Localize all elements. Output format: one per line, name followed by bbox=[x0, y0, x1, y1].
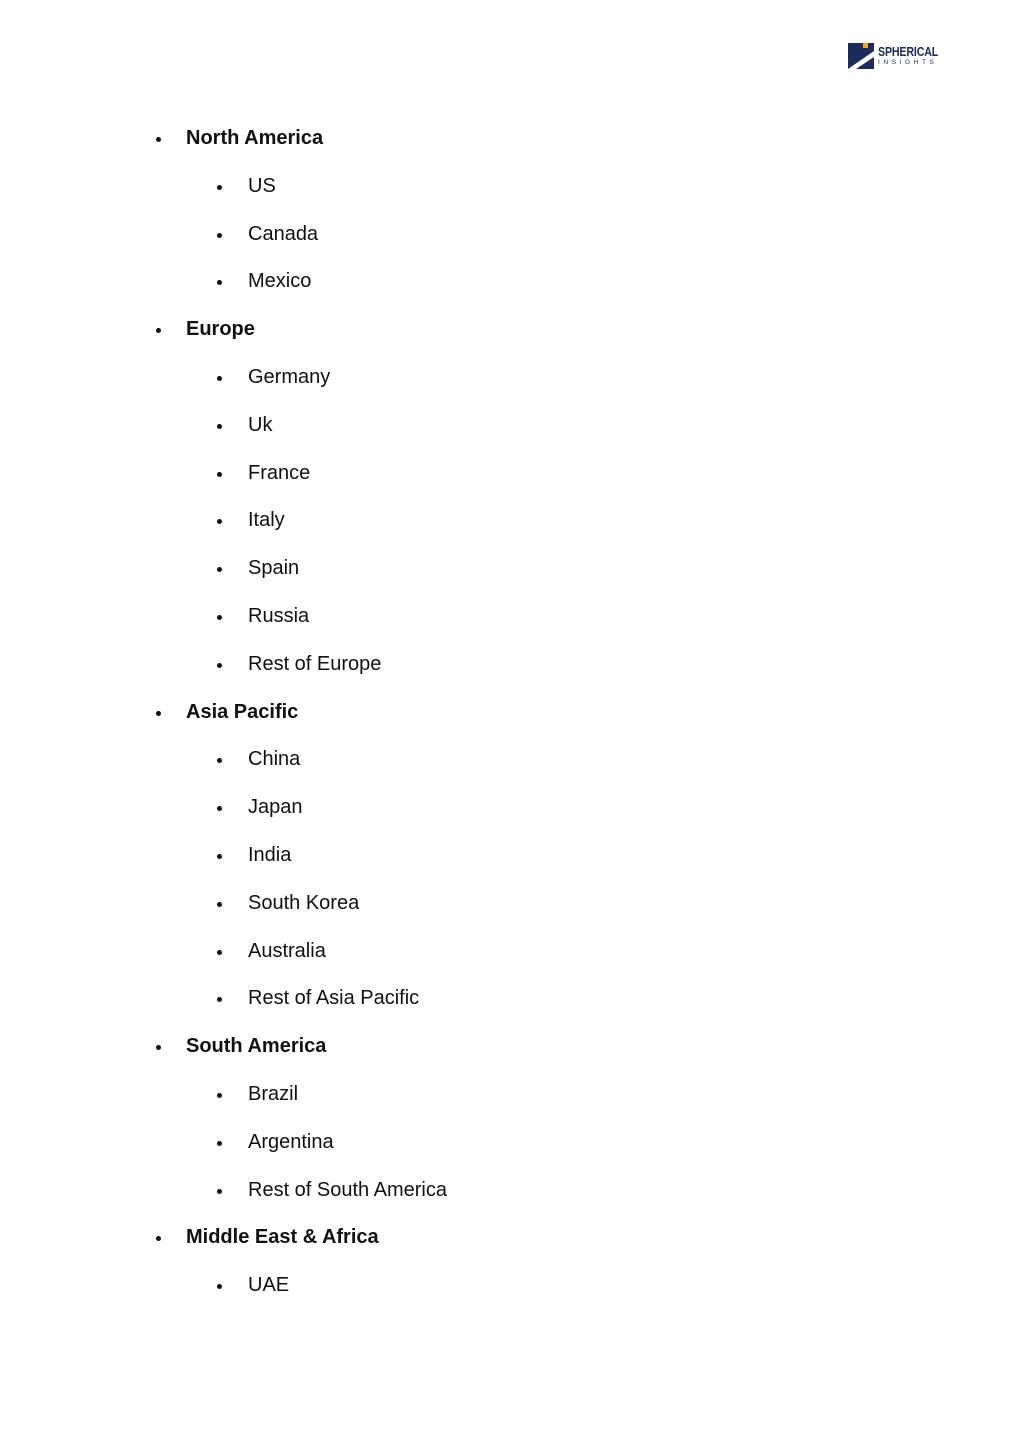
bullet-icon bbox=[217, 185, 222, 190]
region-item bbox=[0, 1214, 1023, 1310]
country-label: Uk bbox=[248, 413, 273, 436]
bullet-icon bbox=[217, 519, 222, 524]
bullet-icon bbox=[217, 902, 222, 907]
country-label: US bbox=[248, 174, 276, 197]
logo-subtitle: INSIGHTS bbox=[878, 59, 938, 67]
list-item bbox=[0, 258, 1023, 306]
country-label: Rest of Europe bbox=[248, 652, 382, 675]
region-item bbox=[0, 1023, 1023, 1214]
bullet-icon bbox=[217, 758, 222, 763]
country-label: Germany bbox=[248, 365, 331, 388]
bullet-icon bbox=[217, 1284, 222, 1289]
list-item bbox=[0, 641, 1023, 689]
list-item bbox=[0, 880, 1023, 928]
country-list bbox=[0, 1071, 1023, 1214]
bullet-icon bbox=[217, 854, 222, 859]
region-item bbox=[0, 115, 1023, 306]
list-item bbox=[0, 736, 1023, 784]
bullet-icon bbox=[217, 233, 222, 238]
bullet-icon bbox=[217, 472, 222, 477]
logo-wordmark: SPHERICAL bbox=[878, 44, 939, 60]
bullet-icon bbox=[217, 615, 222, 620]
list-item bbox=[0, 211, 1023, 259]
region-item bbox=[0, 689, 1023, 1024]
bullet-icon bbox=[217, 663, 222, 668]
list-item bbox=[0, 928, 1023, 976]
bullet-icon bbox=[217, 1189, 222, 1194]
list-item bbox=[0, 545, 1023, 593]
country-label: Australia bbox=[248, 939, 326, 962]
list-item bbox=[0, 402, 1023, 450]
list-item bbox=[0, 593, 1023, 641]
country-label: Rest of South America bbox=[248, 1178, 447, 1201]
country-label: Spain bbox=[248, 557, 300, 580]
list-item bbox=[0, 1262, 1023, 1310]
logo-mark-icon bbox=[848, 43, 874, 69]
company-logo bbox=[848, 42, 952, 70]
region-item bbox=[0, 306, 1023, 688]
bullet-icon bbox=[217, 1093, 222, 1098]
list-item bbox=[0, 1167, 1023, 1215]
country-list bbox=[0, 354, 1023, 689]
region-label: South America bbox=[186, 1035, 327, 1058]
list-item bbox=[0, 497, 1023, 545]
list-item bbox=[0, 1071, 1023, 1119]
country-label: UAE bbox=[248, 1274, 290, 1297]
list-item bbox=[0, 354, 1023, 402]
country-label: India bbox=[248, 843, 292, 866]
region-label: North America bbox=[186, 127, 324, 149]
country-label: Mexico bbox=[248, 270, 312, 293]
country-label: Italy bbox=[248, 509, 285, 532]
bullet-icon bbox=[217, 376, 222, 381]
bullet-icon bbox=[217, 567, 222, 572]
bullet-icon bbox=[156, 1236, 161, 1241]
country-label: Canada bbox=[248, 222, 319, 245]
country-label: Argentina bbox=[248, 1130, 334, 1153]
country-list bbox=[0, 163, 1023, 306]
country-label: China bbox=[248, 748, 301, 771]
country-label: Rest of Asia Pacific bbox=[248, 987, 420, 1010]
country-list bbox=[0, 736, 1023, 1023]
bullet-icon bbox=[156, 711, 161, 716]
list-item bbox=[0, 450, 1023, 498]
list-item bbox=[0, 975, 1023, 1023]
list-item bbox=[0, 1119, 1023, 1167]
list-item bbox=[0, 832, 1023, 880]
country-label: Japan bbox=[248, 796, 303, 819]
bullet-icon bbox=[156, 328, 161, 333]
country-list bbox=[0, 1262, 1023, 1310]
bullet-icon bbox=[217, 280, 222, 285]
list-item bbox=[0, 163, 1023, 211]
country-label: France bbox=[248, 461, 311, 484]
region-list bbox=[0, 115, 1023, 1310]
country-label: South Korea bbox=[248, 891, 360, 914]
region-label: Asia Pacific bbox=[186, 700, 299, 723]
bullet-icon bbox=[217, 806, 222, 811]
list-item bbox=[0, 784, 1023, 832]
bullet-icon bbox=[156, 137, 161, 142]
bullet-icon bbox=[217, 1141, 222, 1146]
country-label: Brazil bbox=[248, 1082, 299, 1105]
region-label: Europe bbox=[186, 318, 255, 341]
country-label: Russia bbox=[248, 604, 310, 627]
bullet-icon bbox=[217, 950, 222, 955]
bullet-icon bbox=[217, 997, 222, 1002]
bullet-icon bbox=[217, 424, 222, 429]
bullet-icon bbox=[156, 1045, 161, 1050]
region-label: Middle East & Africa bbox=[186, 1226, 379, 1249]
